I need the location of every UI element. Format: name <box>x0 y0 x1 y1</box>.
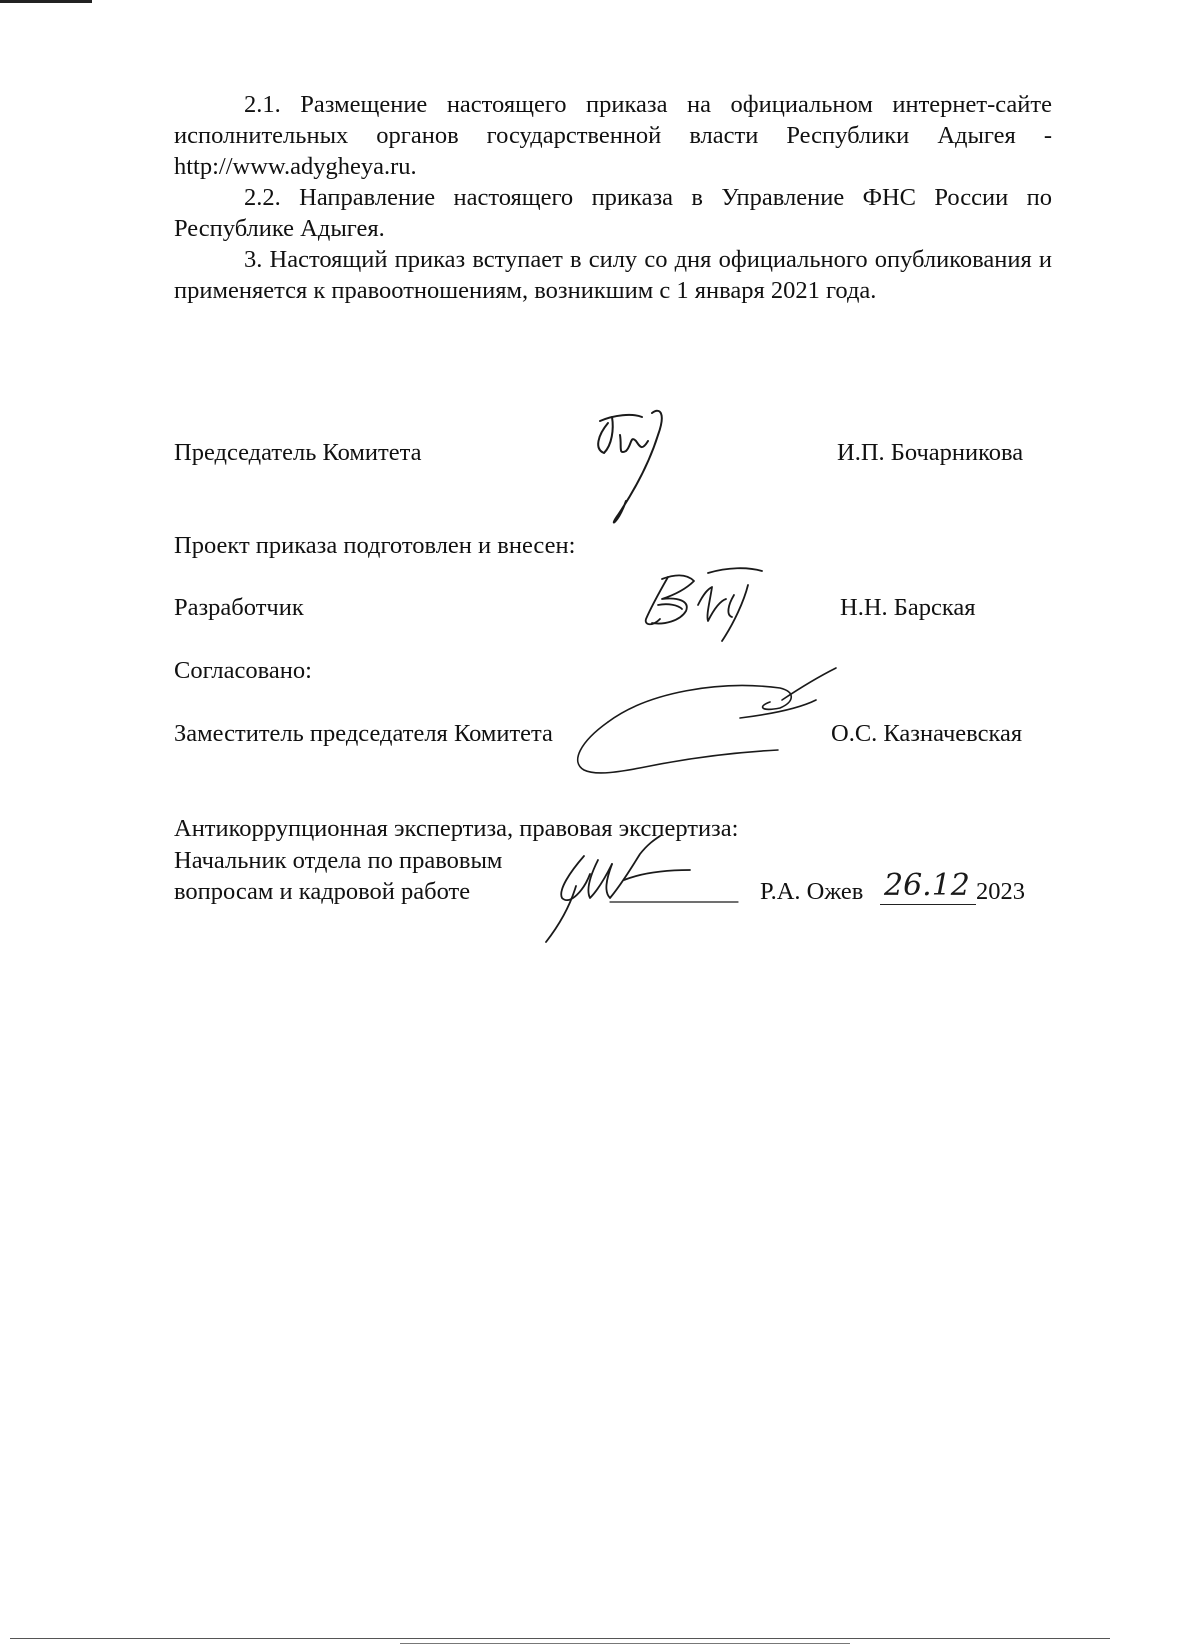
chairman-name: И.П. Бочарникова <box>837 439 1024 466</box>
legal-head-name: Р.А. Ожев <box>760 878 864 905</box>
paragraph-2-2: 2.2. Направление настоящего приказа в Управление ФНС России по Республике Адыгея. <box>174 184 1052 242</box>
chairman-signature <box>590 405 700 525</box>
legal-head-title-line1: Начальник отдела по правовым <box>174 847 503 874</box>
paragraph-2-1: 2.1. Размещение настоящего приказа на официальном интернет-сайте исполнительных органов государственной власти Республики Адыгея - http://www.adygheya.ru. <box>174 91 1052 180</box>
chairman-title: Председатель Комитета <box>174 439 422 466</box>
date-year: 2023 <box>976 878 1025 905</box>
legal-head-signature <box>540 836 740 942</box>
handwritten-date: 26.12 <box>884 868 970 903</box>
deputy-title: Заместитель председателя Комитета <box>174 720 553 747</box>
handwritten-date-underline <box>880 904 976 905</box>
developer-name: Н.Н. Барская <box>840 594 976 621</box>
paragraph-3: 3. Настоящий приказ вступает в силу со дня официального опубликования и применяется к правоотношениям, возникшим с 1 января 2021 года. <box>174 246 1052 304</box>
deputy-name: О.С. Казначевская <box>831 720 1023 747</box>
scan-edge-artifact <box>0 0 92 3</box>
agreed-label: Согласовано: <box>174 657 312 684</box>
expertise-label: Антикоррупционная экспертиза, правовая экспертиза: <box>174 815 739 842</box>
developer-signature <box>638 565 778 645</box>
scan-bottom-line-2 <box>400 1643 850 1644</box>
legal-head-title-line2: вопросам и кадровой работе <box>174 878 471 905</box>
prepared-label: Проект приказа подготовлен и внесен: <box>174 532 576 559</box>
developer-title: Разработчик <box>174 594 304 621</box>
deputy-signature <box>560 672 850 790</box>
scan-bottom-line <box>10 1638 1110 1639</box>
